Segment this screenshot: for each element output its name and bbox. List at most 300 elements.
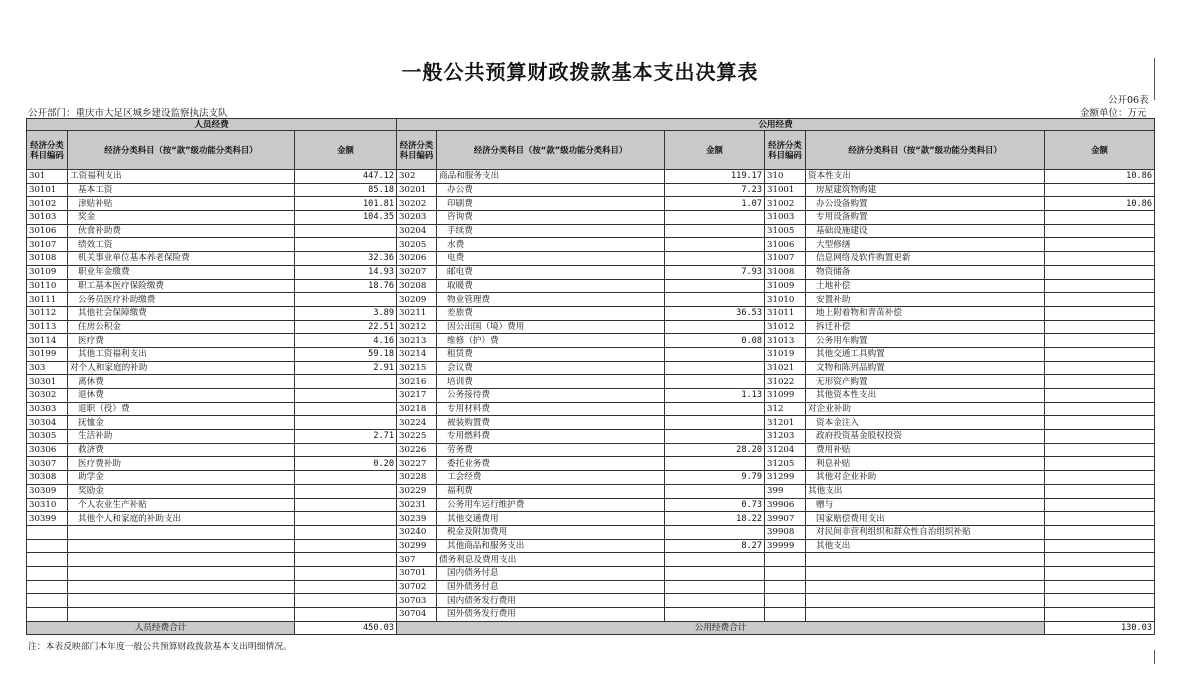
column-header-row [27,131,1155,170]
item-name-cell: 印刷费 [437,197,665,211]
item-name-cell: 公务员医疗补助缴费 [68,293,295,307]
amount-cell: 28.20 [665,443,765,457]
amount-cell: 447.12 [295,170,397,184]
amount-cell [1045,224,1155,238]
amount-cell: 85.18 [295,183,397,197]
section-public: 公用经费 [397,119,1155,131]
item-name-cell: 电费 [437,252,665,266]
amount-cell [295,525,397,539]
item-name-cell: 公务接待费 [437,389,665,403]
code-cell: 31006 [765,238,806,252]
table-row [27,197,1155,211]
table-row [27,320,1155,334]
code-cell: 30229 [397,484,437,498]
item-name-cell: 国外债务发行费用 [437,608,665,622]
amount-cell [295,484,397,498]
item-name-cell: 医疗费补助 [68,457,295,471]
amount-cell [665,457,765,471]
code-cell: 31019 [765,347,806,361]
amount-cell [1045,183,1155,197]
table-row [27,566,1155,580]
item-name-cell: 国家赔偿费用支出 [806,512,1045,526]
amount-cell: 0.73 [665,498,765,512]
code-cell: 30704 [397,608,437,622]
code-cell: 30111 [27,293,68,307]
table-row [27,539,1155,553]
amount-cell [1045,252,1155,266]
code-cell [27,525,68,539]
item-name-cell: 退职（役）费 [68,402,295,416]
item-name-cell: 基础设施建设 [806,224,1045,238]
amount-cell [295,389,397,403]
amount-cell [665,553,765,567]
code-cell: 31013 [765,334,806,348]
item-name-cell: 其他交通费用 [437,512,665,526]
amount-cell [665,402,765,416]
code-cell: 30306 [27,443,68,457]
amount-cell [665,211,765,225]
code-cell: 30103 [27,211,68,225]
code-cell: 30225 [397,430,437,444]
item-name-cell: 文物和陈列品购置 [806,361,1045,375]
code-cell: 31201 [765,416,806,430]
table-row [27,594,1155,608]
item-name-cell: 利息补贴 [806,457,1045,471]
table-row [27,608,1155,622]
item-name-cell: 个人农业生产补贴 [68,498,295,512]
item-name-cell: 其他个人和家庭的补助支出 [68,512,295,526]
item-name-cell: 奖金 [68,211,295,225]
code-cell [765,580,806,594]
amount-cell [665,484,765,498]
code-cell: 31008 [765,265,806,279]
code-cell: 307 [397,553,437,567]
code-cell: 30227 [397,457,437,471]
table-row [27,553,1155,567]
item-name-cell: 其他工资福利支出 [68,347,295,361]
amount-cell: 32.36 [295,252,397,266]
amount-cell [1045,279,1155,293]
code-cell: 30703 [397,594,437,608]
item-name-cell: 其他支出 [806,539,1045,553]
code-cell: 30108 [27,252,68,266]
item-name-cell: 助学金 [68,471,295,485]
amount-cell [1045,539,1155,553]
table-row [27,416,1155,430]
item-name-cell: 地上附着物和青苗补偿 [806,306,1045,320]
item-name-cell: 其他支出 [806,484,1045,498]
amount-cell [665,279,765,293]
code-cell: 303 [27,361,68,375]
item-name-cell: 住房公积金 [68,320,295,334]
code-cell [27,580,68,594]
code-cell: 30701 [397,566,437,580]
code-cell: 30215 [397,361,437,375]
amount-cell [295,580,397,594]
amount-cell [1045,238,1155,252]
amount-cell [665,594,765,608]
code-cell: 30218 [397,402,437,416]
amount-cell [665,347,765,361]
page-title: 一般公共预算财政拨款基本支出决算表 [401,60,759,84]
item-name-cell [806,553,1045,567]
table-row [27,347,1155,361]
item-name-cell: 无形资产购置 [806,375,1045,389]
amount-cell [665,416,765,430]
amount-cell [665,252,765,266]
code-cell [27,566,68,580]
code-cell: 39908 [765,525,806,539]
header-amount-3: 金额 [1045,131,1155,170]
table-row [27,170,1155,184]
header-amount-1: 金额 [295,131,397,170]
code-cell: 30204 [397,224,437,238]
department-label: 公开部门：重庆市大足区城乡建设监察执法支队 [28,108,228,119]
item-name-cell: 其他对企业补助 [806,471,1045,485]
table-row [27,306,1155,320]
item-name-cell: 债务利息及费用支出 [437,553,665,567]
item-name-cell: 奖励金 [68,484,295,498]
code-cell: 30202 [397,197,437,211]
item-name-cell: 会议费 [437,361,665,375]
code-cell: 31012 [765,320,806,334]
amount-cell [295,293,397,307]
table-row [27,580,1155,594]
amount-cell [665,224,765,238]
amount-cell [665,361,765,375]
item-name-cell: 办公费 [437,183,665,197]
item-name-cell [68,608,295,622]
personnel-total-value: 450.03 [295,621,397,635]
table-row [27,471,1155,485]
code-cell: 30702 [397,580,437,594]
amount-cell: 3.89 [295,306,397,320]
form-id: 公开06表 [1108,95,1149,106]
item-name-cell: 基本工资 [68,183,295,197]
amount-cell [665,566,765,580]
amount-cell: 8.27 [665,539,765,553]
amount-cell: 4.16 [295,334,397,348]
amount-cell [665,430,765,444]
amount-cell [1045,498,1155,512]
item-name-cell: 手续费 [437,224,665,238]
amount-cell [295,539,397,553]
item-name-cell [68,580,295,594]
code-cell: 30301 [27,375,68,389]
table-row [27,183,1155,197]
code-cell: 30102 [27,197,68,211]
code-cell: 30226 [397,443,437,457]
amount-cell: 7.23 [665,183,765,197]
code-cell: 30209 [397,293,437,307]
code-cell: 30228 [397,471,437,485]
code-cell: 30207 [397,265,437,279]
item-name-cell [68,539,295,553]
item-name-cell: 赠与 [806,498,1045,512]
code-cell: 30212 [397,320,437,334]
amount-cell [295,443,397,457]
header-name-3: 经济分类科目（按“款”级功能分类科目） [806,131,1045,170]
code-cell: 30303 [27,402,68,416]
code-cell: 30199 [27,347,68,361]
amount-cell [295,498,397,512]
table-row [27,457,1155,471]
item-name-cell: 对民间非营利组织和群众性自治组织补贴 [806,525,1045,539]
code-cell: 31003 [765,211,806,225]
code-cell: 30399 [27,512,68,526]
amount-cell [1045,402,1155,416]
item-name-cell: 救济费 [68,443,295,457]
amount-cell [295,566,397,580]
code-cell [765,594,806,608]
amount-cell [1045,293,1155,307]
amount-cell: 2.91 [295,361,397,375]
item-name-cell [68,594,295,608]
amount-cell [1045,608,1155,622]
personnel-total-label: 人员经费合计 [27,621,295,635]
item-name-cell: 资本金注入 [806,416,1045,430]
item-name-cell: 国内债务发行费用 [437,594,665,608]
code-cell: 30109 [27,265,68,279]
amount-cell [1045,457,1155,471]
item-name-cell: 医疗费 [68,334,295,348]
item-name-cell: 政府投资基金股权投资 [806,430,1045,444]
item-name-cell: 对个人和家庭的补助 [68,361,295,375]
amount-cell: 36.53 [665,306,765,320]
item-name-cell: 公务用车运行维护费 [437,498,665,512]
item-name-cell: 职业年金缴费 [68,265,295,279]
item-name-cell [68,566,295,580]
code-cell: 30203 [397,211,437,225]
amount-cell [1045,416,1155,430]
public-total-value: 130.03 [1045,621,1155,635]
amount-cell [1045,443,1155,457]
table-row [27,252,1155,266]
item-name-cell: 维修（护）费 [437,334,665,348]
item-name-cell: 咨询费 [437,211,665,225]
amount-cell [1045,306,1155,320]
amount-cell [665,580,765,594]
amount-cell [1045,471,1155,485]
code-cell: 30110 [27,279,68,293]
amount-cell [295,471,397,485]
code-cell: 30239 [397,512,437,526]
item-name-cell: 拆迁补偿 [806,320,1045,334]
amount-cell [665,608,765,622]
totals-row [27,621,1155,635]
item-name-cell: 租赁费 [437,347,665,361]
header-name-2: 经济分类科目（按“款”级功能分类科目） [437,131,665,170]
amount-cell [1045,512,1155,526]
code-cell: 302 [397,170,437,184]
item-name-cell: 差旅费 [437,306,665,320]
code-cell: 30216 [397,375,437,389]
item-name-cell: 其他商品和服务支出 [437,539,665,553]
code-cell: 30310 [27,498,68,512]
code-cell [765,566,806,580]
code-cell: 30302 [27,389,68,403]
code-cell: 301 [27,170,68,184]
code-cell: 30211 [397,306,437,320]
table-row [27,525,1155,539]
code-cell: 30201 [397,183,437,197]
code-cell: 30240 [397,525,437,539]
amount-cell: 0.20 [295,457,397,471]
item-name-cell: 离休费 [68,375,295,389]
item-name-cell [68,525,295,539]
amount-cell [295,608,397,622]
amount-cell [295,375,397,389]
item-name-cell: 信息网络及软件购置更新 [806,252,1045,266]
code-cell: 31009 [765,279,806,293]
code-cell: 31022 [765,375,806,389]
code-cell: 31299 [765,471,806,485]
item-name-cell: 生活补助 [68,430,295,444]
code-cell: 30231 [397,498,437,512]
table-row [27,498,1155,512]
footnote: 注：本表反映部门本年度一般公共预算财政拨款基本支出明细情况。 [28,642,292,652]
amount-cell [295,416,397,430]
item-name-cell: 被装购置费 [437,416,665,430]
amount-cell [665,238,765,252]
item-name-cell: 物业管理费 [437,293,665,307]
code-cell: 399 [765,484,806,498]
code-cell: 30304 [27,416,68,430]
item-name-cell: 职工基本医疗保险缴费 [68,279,295,293]
item-name-cell: 津贴补贴 [68,197,295,211]
code-cell: 30106 [27,224,68,238]
code-cell: 31021 [765,361,806,375]
amount-cell [665,293,765,307]
code-cell: 30114 [27,334,68,348]
amount-cell: 14.93 [295,265,397,279]
amount-cell: 59.18 [295,347,397,361]
amount-cell [1045,375,1155,389]
amount-cell [1045,347,1155,361]
header-code-1: 经济分类科目编码 [27,131,68,170]
item-name-cell: 因公出国（境）费用 [437,320,665,334]
item-name-cell: 专用材料费 [437,402,665,416]
amount-cell [665,525,765,539]
item-name-cell: 邮电费 [437,265,665,279]
header-amount-2: 金额 [665,131,765,170]
code-cell: 31203 [765,430,806,444]
item-name-cell: 其他资本性支出 [806,389,1045,403]
item-name-cell: 绩效工资 [68,238,295,252]
amount-cell [1045,334,1155,348]
amount-cell: 18.22 [665,512,765,526]
amount-cell [1045,553,1155,567]
amount-cell [295,553,397,567]
amount-cell [1045,566,1155,580]
item-name-cell: 工资福利支出 [68,170,295,184]
code-cell: 31205 [765,457,806,471]
code-cell: 312 [765,402,806,416]
amount-cell [665,375,765,389]
item-name-cell: 专用燃料费 [437,430,665,444]
amount-cell [295,512,397,526]
item-name-cell: 土地补偿 [806,279,1045,293]
item-name-cell: 国内债务付息 [437,566,665,580]
header-name-1: 经济分类科目（按“款”级功能分类科目） [68,131,295,170]
code-cell: 39906 [765,498,806,512]
item-name-cell [68,553,295,567]
item-name-cell: 机关事业单位基本养老保险费 [68,252,295,266]
item-name-cell: 福利费 [437,484,665,498]
code-cell: 30308 [27,471,68,485]
amount-cell [1045,389,1155,403]
item-name-cell [806,608,1045,622]
table-row [27,279,1155,293]
item-name-cell: 伙食补助费 [68,224,295,238]
item-name-cell: 水费 [437,238,665,252]
code-cell: 30213 [397,334,437,348]
item-name-cell: 对企业补助 [806,402,1045,416]
code-cell [27,594,68,608]
code-cell [27,553,68,567]
code-cell: 30208 [397,279,437,293]
amount-cell [1045,430,1155,444]
amount-cell: 18.76 [295,279,397,293]
amount-cell: 104.35 [295,211,397,225]
page-edge-line-top [1154,58,1155,100]
amount-cell [295,238,397,252]
item-name-cell: 物资储备 [806,265,1045,279]
item-name-cell: 取暖费 [437,279,665,293]
amount-cell [295,224,397,238]
table-row [27,402,1155,416]
item-name-cell: 资本性支出 [806,170,1045,184]
code-cell: 30113 [27,320,68,334]
item-name-cell: 工会经费 [437,471,665,485]
amount-cell: 0.08 [665,334,765,348]
item-name-cell: 其他社会保障缴费 [68,306,295,320]
amount-cell [665,320,765,334]
public-total-label: 公用经费合计 [397,621,1045,635]
code-cell: 30309 [27,484,68,498]
page-edge-line-bottom [1154,650,1155,664]
item-name-cell: 安置补助 [806,293,1045,307]
item-name-cell [806,580,1045,594]
code-cell [27,608,68,622]
code-cell: 31001 [765,183,806,197]
item-name-cell: 税金及附加费用 [437,525,665,539]
item-name-cell: 专用设备购置 [806,211,1045,225]
code-cell: 31011 [765,306,806,320]
code-cell [765,608,806,622]
code-cell: 31099 [765,389,806,403]
code-cell: 30214 [397,347,437,361]
table-row [27,293,1155,307]
table-row [27,375,1155,389]
unit-label: 金额单位：万元 [1080,108,1147,119]
item-name-cell: 委托业务费 [437,457,665,471]
item-name-cell: 退休费 [68,389,295,403]
item-name-cell: 房屋建筑物购建 [806,183,1045,197]
amount-cell: 10.86 [1045,197,1155,211]
item-name-cell: 其他交通工具购置 [806,347,1045,361]
table-row [27,512,1155,526]
code-cell: 39907 [765,512,806,526]
amount-cell: 10.86 [1045,170,1155,184]
item-name-cell [806,594,1045,608]
table-row [27,265,1155,279]
expenditure-table [26,118,1155,635]
amount-cell [1045,525,1155,539]
item-name-cell [806,566,1045,580]
table-row [27,389,1155,403]
code-cell [27,539,68,553]
